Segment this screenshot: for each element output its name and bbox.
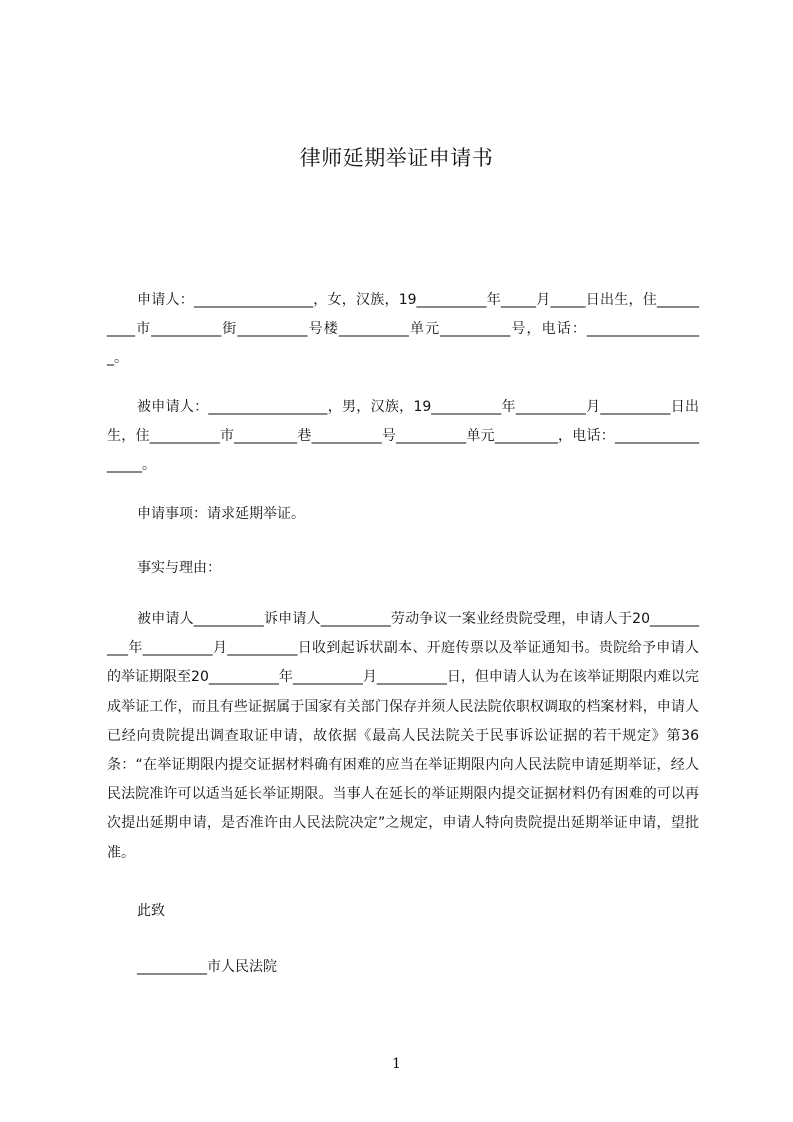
respondent-info-paragraph: 被申请人：_________________，男，汉族，19__________年__________月__________日出生，住__________市_________巷__________号__________单元_________，电话：_________________。 (107, 399, 699, 474)
applicant-info-paragraph: 申请人：_________________，女，汉族，19__________年_____月_____日出生，住__________市__________街__________号楼__________单元__________号，电话：_________________。 (107, 292, 699, 367)
facts-heading: 事实与理由： (137, 560, 221, 576)
facts-and-reasons-paragraph: 被申请人__________诉申请人__________劳动争议一案业经贵院受理，申请人于20__________年__________月__________日收到起诉状副本、开庭传票以及举证通知书。贵院给予申请人的举证期限至20__________年__________月__________日，但申请人认为在该举证期限内难以完成举证工作，而且有些证据属于国家有关部门保存并须人民法院依职权调取的档案材料，申请人已经向贵院提出调查取证申请，故依据《最高人民法院关于民事诉讼证据的若干规定》第36条：“在举证期限内提交证据材料确有困难的应当在举证期限内向人民法院申请延期举证，经人民法院准许可以适当延长举证期限。当事人在延长的举证期限内提交证据材料仍有困难的可以再次提出延期申请，是否准许由人民法院决定”之规定，申请人特向贵院提出延期举证申请，望批准。 (107, 611, 699, 861)
court-addressee: __________市人民法院 (137, 959, 277, 975)
request-item: 申请事项：请求延期举证。 (137, 506, 305, 522)
document-title: 律师延期举证申请书 (299, 146, 494, 170)
page-number: 1 (392, 1056, 401, 1072)
closing-salutation: 此致 (137, 903, 165, 919)
